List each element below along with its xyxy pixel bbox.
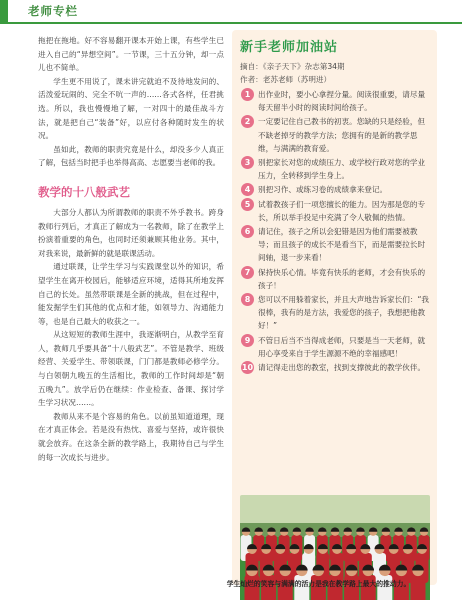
- main-article: [38, 34, 224, 464]
- sidebar-author: 作者：老苏老师（苏明进）: [240, 75, 332, 84]
- tip-text: 出作业时，要小心拿捏分量。阅读很重要，请尽量每天留半小时的阅读时间给孩子。: [258, 90, 426, 113]
- tip-text: 请记得走出您的教室，找到支撑彼此的教学伙伴。: [258, 363, 426, 373]
- article-paragraph: 教师从来不是个容易的角色。以前虽知道道理，现在才真正体会。若是没有热忱、喜爱与坚持，或许很快就会放弃。在这条全新的教学路上，我期待自己与学生的每一次成长与进步。: [38, 411, 224, 462]
- tip-number-badge: 7: [241, 266, 254, 279]
- tip-number-badge: 2: [241, 115, 254, 128]
- column-header: [0, 0, 462, 24]
- column-title: 老师专栏: [28, 4, 78, 18]
- article-paragraph: 大部分人都认为所谓教师的职责不外乎教书。跨身教师行列后，才真正了解成为一名教师，除了在教学上扮演着重要的角色，也同时还须兼顾其他业务。其中，对我来说，最新鲜的就是联课活动。: [38, 207, 224, 258]
- tip-text: 一定要记住自己教书的初衷。您缺的只是经验，但不缺老掉牙的教学方法；您拥有的是新的教学思维，与满满的教育爱。: [258, 117, 426, 153]
- tips-list: [240, 88, 432, 375]
- tip-item: [240, 115, 432, 155]
- sidebar-box: [232, 30, 437, 585]
- article-paragraph: 从这短短的教师生涯中，我逐渐明白，从教学至育人，教师几乎要具备“十八般武艺”。不管是教学、班级经营、关爱学生、带领联课，门门都是教师必修学分。与白领朝九晚五的生活相比，教师的工作时间却是“朝五晚九”。放学后仍在继续：作业检查、备课、探讨学生学习状况……。: [38, 330, 224, 408]
- header-divider: [0, 22, 462, 24]
- tip-item: [240, 88, 432, 114]
- tip-item: [240, 156, 432, 182]
- tip-item: [240, 225, 432, 265]
- article-paragraph: 拖把在拖地。好不容易翻开课本开始上课，有些学生已进入自己的“异想空间”。一节课，三十五分钟，却一点儿也不简单。: [38, 36, 224, 73]
- header-accent-bar: [0, 0, 8, 22]
- sidebar-title: 新手老师加油站: [240, 40, 339, 55]
- tip-text: 您可以不用躲着家长，并且大声地告诉家长们：“我很棒，我有的是方法，我爱您的孩子，我想把他教好！”: [258, 295, 429, 331]
- tip-item: [240, 361, 432, 374]
- tip-item: [240, 183, 432, 196]
- tip-number-badge: 9: [241, 334, 254, 347]
- article-paragraph: 通过联课，让学生学习与实践课堂以外的知识，希望学生在离开校园后，能够适应环境，适得其所地发挥自己的长处。虽然带联课是全新的挑战，但在过程中，能发掘学生们其他的优点和才能，如领导力、沟通能力等，也是自己最大的收获之一。: [38, 262, 224, 326]
- tip-item: [240, 198, 432, 224]
- tip-number-badge: 6: [241, 225, 254, 238]
- tip-number-badge: 3: [241, 156, 254, 169]
- section-heading: 教学的十八般武艺: [38, 184, 130, 199]
- tip-text: 请记住，孩子之所以会犯错是因为他们需要被教导；而且孩子的成长不是看当下，而是需要拉长时间轴，退一步来看！: [258, 227, 426, 263]
- sidebar-source: 摘自：《亲子天下》杂志第34期: [240, 62, 345, 71]
- tip-number-badge: 10: [241, 363, 254, 373]
- tip-text: 保持快乐心情。毕竟有快乐的老师，才会有快乐的孩子！: [258, 267, 426, 290]
- tip-number-badge: 4: [241, 183, 254, 196]
- tip-text: 别把习作、或练习卷的成绩拿来登记。: [258, 185, 388, 195]
- tip-item: [240, 293, 432, 333]
- tip-item: [240, 334, 432, 360]
- tip-number-badge: 1: [241, 88, 254, 101]
- article-paragraph: 虽如此，教师的职责究竟是什么，却没多少人真正了解，包括当时把手也举得高高、志愿要当老师的我。: [38, 144, 224, 168]
- tip-text: 试着教孩子们一项您擅长的能力。因为那是您的专长，所以举手投足中充满了令人敬佩的热情。: [258, 199, 426, 222]
- photo-caption: 学生灿烂的笑容与满满的活力是我在教学路上最大的推动力。: [226, 580, 411, 588]
- tip-text: 不管日后当不当得成老师，只要是当一天老师，就用心享受来自于学生源源不绝的幸福感吧！: [258, 335, 426, 358]
- tip-text: 别把家长对您的成绩压力、或学校行政对您的学业压力，全转移到学生身上。: [258, 158, 426, 181]
- tip-item: [240, 266, 432, 292]
- tip-number-badge: 8: [241, 293, 254, 306]
- tip-number-badge: 5: [241, 198, 254, 211]
- article-paragraph: 学生更不用说了，课未讲完就迫不及待地发问的、活泼爱玩闹的、完全不吭一声的……各式各样，任君挑选。所以，我也慢慢地了解，一对四十的最佳战斗方法，就是把自己“装备”好，以应付各种随时发生的状况。: [38, 76, 224, 141]
